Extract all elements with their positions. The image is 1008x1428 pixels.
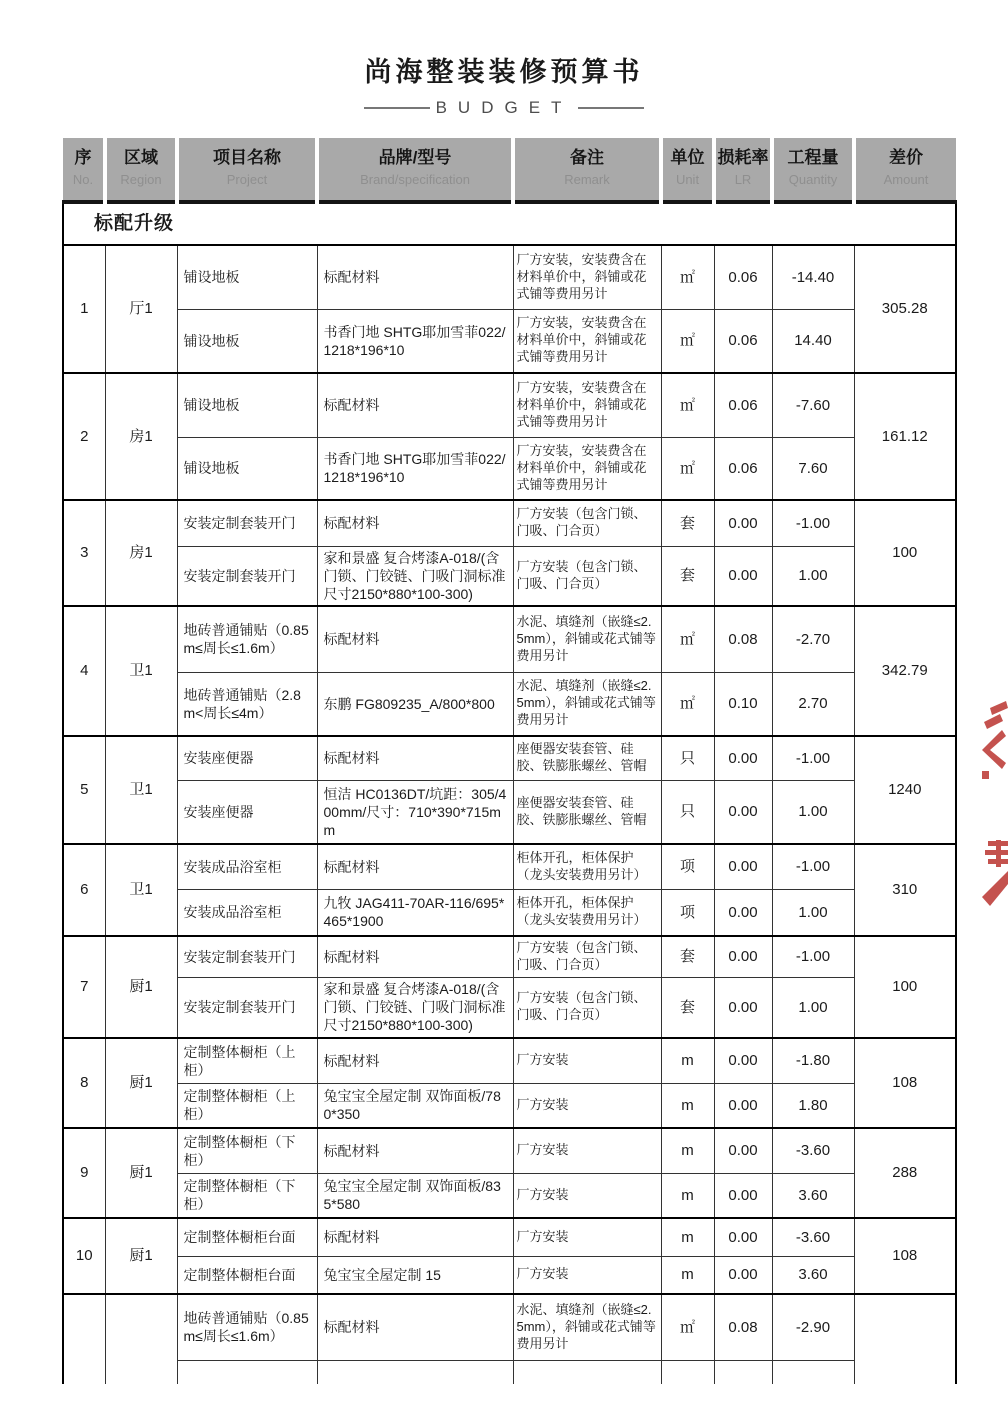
brand-cell: 兔宝宝全屋定制 15 [317,1256,513,1294]
brand-cell: 标配材料 [317,500,513,546]
remark-cell: 厂方安装 [513,1256,661,1294]
column-header-project: 项目名称 Project [177,138,317,202]
brand-cell: 家和景盛 复合烤漆A-018/(含门锁、门铰链、门吸门洞标准尺寸2150*880*100-300) [317,546,513,606]
unit-cell: ㎡ [661,309,714,373]
row-number-cell: 6 [63,844,105,936]
brand-cell: 兔宝宝全屋定制 双饰面板/780*350 [317,1083,513,1128]
unit-cell: 套 [661,546,714,606]
loss-rate-cell: 0.00 [714,1218,772,1256]
remark-cell: 厂方安装，安装费含在材料单价中，斜铺或花式铺等费用另计 [513,373,661,437]
region-cell: 卫1 [105,736,177,844]
unit-cell: m [661,1218,714,1256]
unit-cell: m [661,1083,714,1128]
amount-cell: 108 [854,1218,956,1294]
quantity-cell: 1.00 [772,780,854,844]
brand-cell: 标配材料 [317,245,513,309]
quantity-cell: 1.00 [772,977,854,1038]
unit-cell: ㎡ [661,606,714,672]
unit-cell: 套 [661,500,714,546]
quantity-cell: -2.90 [772,1294,854,1360]
amount-cell: 161.12 [854,373,956,500]
loss-rate-cell: 0.00 [714,936,772,977]
brand-cell: 兔宝宝全屋定制 双饰面板/835*580 [317,1173,513,1218]
loss-rate-cell: 0.06 [714,245,772,309]
column-header-unit: 单位 Unit [661,138,714,202]
quantity-cell: 1.00 [772,546,854,606]
loss-rate-cell: 0.08 [714,1294,772,1360]
project-cell: 铺设地板 [177,245,317,309]
project-cell: 定制整体橱柜（上柜） [177,1038,317,1083]
project-cell: 安装座便器 [177,736,317,780]
region-cell: 房1 [105,500,177,606]
loss-rate-cell: 0.00 [714,500,772,546]
subtitle-left-dash [364,107,430,109]
remark-cell: 厂方安装，安装费含在材料单价中，斜铺或花式铺等费用另计 [513,437,661,500]
brand-cell: 东鹏 FG809235_A/800*800 [317,672,513,736]
row-number-cell: 10 [63,1218,105,1294]
remark-cell: 座便器安装套管、硅胶、铁膨胀螺丝、管帽 [513,780,661,844]
remark-cell: 厂方安装 [513,1218,661,1256]
unit-cell: ㎡ [661,1294,714,1360]
project-cell: 安装成品浴室柜 [177,889,317,936]
loss-rate-cell: 0.10 [714,672,772,736]
region-cell: 房1 [105,373,177,500]
brand-cell: 九牧 JAG411-70AR-116/695*465*1900 [317,889,513,936]
budget-table [62,138,957,1384]
amount-cell: 288 [854,1128,956,1218]
section-title: 标配升级 [63,202,956,245]
amount-cell: 310 [854,844,956,936]
unit-cell: m [661,1173,714,1218]
project-cell: 铺设地板 [177,373,317,437]
loss-rate-cell: 0.00 [714,844,772,889]
loss-rate-cell: 0.08 [714,606,772,672]
unit-cell: ㎡ [661,672,714,736]
loss-rate-cell: 0.00 [714,1173,772,1218]
loss-rate-cell: 0.00 [714,1128,772,1173]
column-header-lr: 损耗率 LR [714,138,772,202]
quantity-cell: -2.70 [772,606,854,672]
brand-cell: 标配材料 [317,1294,513,1360]
row-number-cell: 1 [63,245,105,373]
unit-cell: 只 [661,736,714,780]
amount-cell: 342.79 [854,606,956,736]
quantity-cell: -1.00 [772,500,854,546]
quantity-cell: -3.60 [772,1218,854,1256]
remark-cell: 厂方安装 [513,1173,661,1218]
loss-rate-cell: 0.00 [714,546,772,606]
region-cell [105,1294,177,1384]
brand-cell: 标配材料 [317,736,513,780]
unit-cell: 项 [661,844,714,889]
project-cell: 铺设地板 [177,437,317,500]
region-cell: 厨1 [105,1128,177,1218]
red-stamp-fragment-top [982,700,1008,780]
amount-cell: 305.28 [854,245,956,373]
amount-cell: 1240 [854,736,956,844]
project-cell: 安装定制套装开门 [177,936,317,977]
loss-rate-cell: 0.00 [714,1256,772,1294]
unit-cell: m [661,1038,714,1083]
remark-cell: 座便器安装套管、硅胶、铁膨胀螺丝、管帽 [513,736,661,780]
amount-cell: 100 [854,500,956,606]
project-cell: 安装定制套装开门 [177,546,317,606]
loss-rate-cell: 0.00 [714,889,772,936]
loss-rate-cell: 0.00 [714,736,772,780]
brand-cell: 恒洁 HC0136DT/坑距：305/400mm/尺寸：710*390*715mm [317,780,513,844]
brand-cell: 标配材料 [317,844,513,889]
brand-cell: 家和景盛 复合烤漆A-018/(含门锁、门铰链、门吸门洞标准尺寸2150*880*100-300) [317,977,513,1038]
row-number-cell: 4 [63,606,105,736]
quantity-cell: -1.80 [772,1038,854,1083]
project-cell: 安装座便器 [177,780,317,844]
region-cell: 厨1 [105,1038,177,1128]
project-cell: 地砖普通铺贴（2.8m<周长≤4m） [177,672,317,736]
remark-cell: 水泥、填缝剂（嵌缝≤2.5mm），斜铺或花式铺等费用另计 [513,672,661,736]
row-number-cell: 7 [63,936,105,1038]
remark-cell: 水泥、填缝剂（嵌缝≤2.5mm），斜铺或花式铺等费用另计 [513,606,661,672]
remark-cell: 厂方安装（包含门锁、门吸、门合页） [513,936,661,977]
column-header-amount: 差价 Amount [854,138,956,202]
brand-cell: 标配材料 [317,936,513,977]
quantity-cell: 1.00 [772,889,854,936]
unit-cell: ㎡ [661,437,714,500]
project-cell: 定制整体橱柜（下柜） [177,1173,317,1218]
project-cell: 铺设地板 [177,309,317,373]
loss-rate-cell: 0.06 [714,373,772,437]
unit-cell: 套 [661,936,714,977]
project-cell: 定制整体橱柜台面 [177,1218,317,1256]
remark-cell: 厂方安装 [513,1128,661,1173]
red-stamp-fragment-bottom [982,840,1008,908]
quantity-cell: 3.60 [772,1173,854,1218]
subtitle-right-dash [578,107,644,109]
row-number-cell [63,1294,105,1384]
row-number-cell: 9 [63,1128,105,1218]
column-header-no: 序 No. [63,138,105,202]
remark-cell: 水泥、填缝剂（嵌缝≤2.5mm），斜铺或花式铺等费用另计 [513,1294,661,1360]
project-cell: 安装成品浴室柜 [177,844,317,889]
loss-rate-cell: 0.06 [714,309,772,373]
unit-cell: m [661,1128,714,1173]
section-row [63,202,956,245]
quantity-cell: -3.60 [772,1128,854,1173]
row-number-cell: 8 [63,1038,105,1128]
project-cell: 安装定制套装开门 [177,977,317,1038]
amount-cell [854,1294,956,1384]
brand-cell: 书香门地 SHTG耶加雪菲022/1218*196*10 [317,437,513,500]
page-subtitle [0,98,1008,118]
quantity-cell [772,1360,854,1384]
quantity-cell: -14.40 [772,245,854,309]
remark-cell [513,1360,661,1384]
region-cell: 厨1 [105,1218,177,1294]
quantity-cell: -1.00 [772,844,854,889]
row-number-cell: 3 [63,500,105,606]
remark-cell: 厂方安装（包含门锁、门吸、门合页） [513,546,661,606]
quantity-cell: -1.00 [772,936,854,977]
quantity-cell: 2.70 [772,672,854,736]
brand-cell: 标配材料 [317,1218,513,1256]
project-cell: 安装定制套装开门 [177,500,317,546]
quantity-cell: -1.00 [772,736,854,780]
unit-cell: 项 [661,889,714,936]
subtitle-text: BUDGET [435,98,573,117]
remark-cell: 厂方安装（包含门锁、门吸、门合页） [513,500,661,546]
unit-cell: m [661,1256,714,1294]
brand-cell: 标配材料 [317,1128,513,1173]
loss-rate-cell: 0.00 [714,780,772,844]
region-cell: 卫1 [105,606,177,736]
amount-cell: 108 [854,1038,956,1128]
project-cell: 定制整体橱柜台面 [177,1256,317,1294]
remark-cell: 柜体开孔，柜体保护（龙头安装费用另计） [513,844,661,889]
unit-cell: 只 [661,780,714,844]
unit-cell: ㎡ [661,373,714,437]
quantity-cell: 7.60 [772,437,854,500]
brand-cell: 书香门地 SHTG耶加雪菲022/1218*196*10 [317,309,513,373]
unit-cell: 套 [661,977,714,1038]
brand-cell [317,1360,513,1384]
unit-cell [661,1360,714,1384]
loss-rate-cell: 0.00 [714,977,772,1038]
loss-rate-cell: 0.06 [714,437,772,500]
project-cell: 定制整体橱柜（上柜） [177,1083,317,1128]
quantity-cell: 14.40 [772,309,854,373]
quantity-cell: 3.60 [772,1256,854,1294]
amount-cell: 100 [854,936,956,1038]
loss-rate-cell: 0.00 [714,1083,772,1128]
remark-cell: 厂方安装 [513,1038,661,1083]
project-cell: 地砖普通铺贴（0.85m≤周长≤1.6m） [177,1294,317,1360]
region-cell: 厨1 [105,936,177,1038]
quantity-cell: -7.60 [772,373,854,437]
remark-cell: 柜体开孔，柜体保护（龙头安装费用另计） [513,889,661,936]
column-header-quantity: 工程量 Quantity [772,138,854,202]
brand-cell: 标配材料 [317,373,513,437]
column-header-region: 区域 Region [105,138,177,202]
quantity-cell: 1.80 [772,1083,854,1128]
loss-rate-cell [714,1360,772,1384]
row-number-cell: 5 [63,736,105,844]
project-cell: 定制整体橱柜（下柜） [177,1128,317,1173]
page-title: 尚海整装装修预算书 [364,57,644,87]
loss-rate-cell: 0.00 [714,1038,772,1083]
table-header-row [63,138,956,202]
remark-cell: 厂方安装，安装费含在材料单价中，斜铺或花式铺等费用另计 [513,245,661,309]
project-cell: 地砖普通铺贴（0.85m≤周长≤1.6m） [177,606,317,672]
unit-cell: ㎡ [661,245,714,309]
remark-cell: 厂方安装 [513,1083,661,1128]
column-header-brand-specification: 品牌/型号 Brand/specification [317,138,513,202]
remark-cell: 厂方安装，安装费含在材料单价中，斜铺或花式铺等费用另计 [513,309,661,373]
column-header-remark: 备注 Remark [513,138,661,202]
project-cell [177,1360,317,1384]
row-number-cell: 2 [63,373,105,500]
brand-cell: 标配材料 [317,606,513,672]
region-cell: 厅1 [105,245,177,373]
remark-cell: 厂方安装（包含门锁、门吸、门合页） [513,977,661,1038]
brand-cell: 标配材料 [317,1038,513,1083]
region-cell: 卫1 [105,844,177,936]
